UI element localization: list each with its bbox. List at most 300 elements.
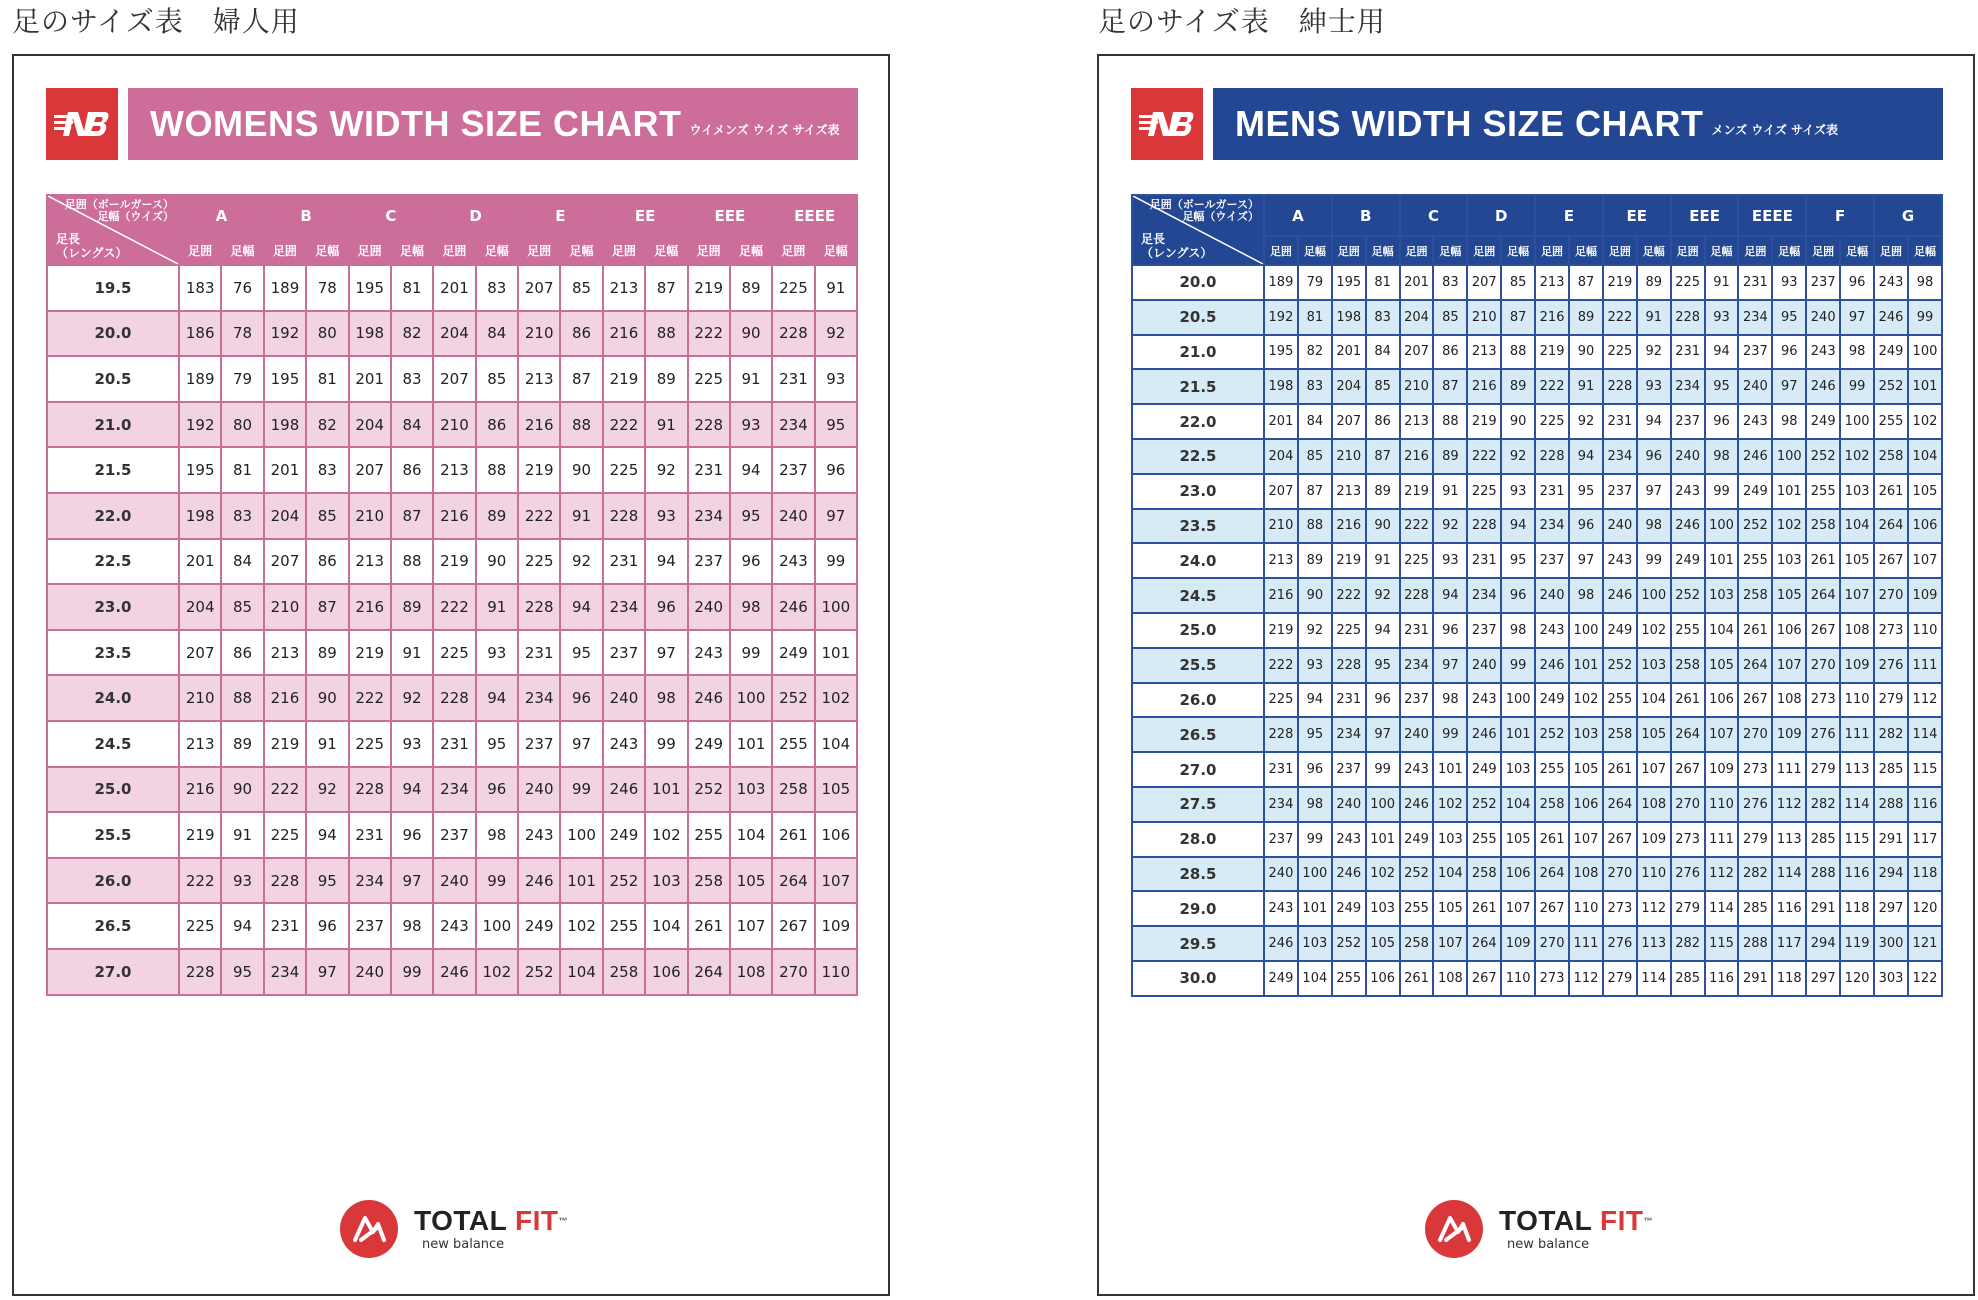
girth-cell: 234 bbox=[1738, 300, 1772, 335]
girth-cell: 261 bbox=[1738, 613, 1772, 648]
girth-cell: 270 bbox=[1603, 857, 1637, 892]
girth-cell: 243 bbox=[1467, 683, 1501, 718]
width-cell: 106 bbox=[1772, 613, 1806, 648]
width-subheader: 足幅 bbox=[560, 236, 602, 265]
width-cell: 87 bbox=[1569, 265, 1603, 300]
width-subheader: 足幅 bbox=[476, 236, 518, 265]
girth-cell: 198 bbox=[1332, 300, 1366, 335]
width-cell: 103 bbox=[1366, 891, 1400, 926]
width-cell: 92 bbox=[560, 539, 602, 585]
width-cell: 90 bbox=[306, 675, 348, 721]
width-cell: 96 bbox=[306, 903, 348, 949]
length-cell: 25.0 bbox=[1132, 613, 1264, 648]
width-cell: 91 bbox=[306, 721, 348, 767]
girth-cell: 285 bbox=[1671, 961, 1705, 996]
width-cell: 110 bbox=[1637, 857, 1671, 892]
width-cell: 100 bbox=[1298, 857, 1332, 892]
width-cell: 105 bbox=[730, 858, 772, 904]
width-subheader: 足幅 bbox=[306, 236, 348, 265]
girth-cell: 216 bbox=[518, 402, 560, 448]
girth-cell: 228 bbox=[1535, 439, 1569, 474]
girth-cell: 234 bbox=[1264, 787, 1298, 822]
total-fit-fit: FIT bbox=[1600, 1204, 1644, 1236]
width-cell: 92 bbox=[1366, 578, 1400, 613]
men-size-chart-panel bbox=[1097, 54, 1975, 1296]
width-cell: 96 bbox=[730, 539, 772, 585]
girth-cell: 210 bbox=[349, 493, 391, 539]
width-cell: 106 bbox=[1366, 961, 1400, 996]
girth-cell: 249 bbox=[1264, 961, 1298, 996]
girth-cell: 240 bbox=[772, 493, 814, 539]
girth-cell: 243 bbox=[1332, 822, 1366, 857]
girth-subheader: 足囲 bbox=[264, 236, 306, 265]
girth-cell: 246 bbox=[688, 675, 730, 721]
width-cell: 92 bbox=[1569, 404, 1603, 439]
width-cell: 93 bbox=[1433, 543, 1467, 578]
width-cell: 83 bbox=[306, 447, 348, 493]
width-cell: 91 bbox=[1705, 265, 1739, 300]
width-cell: 111 bbox=[1840, 717, 1874, 752]
width-header-ee: EE bbox=[1603, 195, 1671, 236]
girth-cell: 222 bbox=[179, 858, 221, 904]
width-cell: 101 bbox=[1772, 474, 1806, 509]
girth-cell: 276 bbox=[1874, 648, 1908, 683]
girth-cell: 204 bbox=[1264, 439, 1298, 474]
table-row bbox=[47, 858, 857, 904]
girth-cell: 249 bbox=[518, 903, 560, 949]
girth-cell: 255 bbox=[1874, 404, 1908, 439]
girth-cell: 240 bbox=[1332, 787, 1366, 822]
width-cell: 89 bbox=[1569, 300, 1603, 335]
width-cell: 88 bbox=[1433, 404, 1467, 439]
width-header-a: A bbox=[1264, 195, 1332, 236]
width-cell: 91 bbox=[560, 493, 602, 539]
girth-subheader: 足囲 bbox=[1400, 236, 1434, 265]
width-cell: 106 bbox=[1569, 787, 1603, 822]
width-cell: 81 bbox=[1298, 300, 1332, 335]
girth-cell: 258 bbox=[1806, 509, 1840, 544]
girth-cell: 258 bbox=[688, 858, 730, 904]
width-cell: 99 bbox=[1840, 369, 1874, 404]
girth-cell: 222 bbox=[264, 767, 306, 813]
width-cell: 96 bbox=[1366, 683, 1400, 718]
girth-subheader: 足囲 bbox=[1467, 236, 1501, 265]
width-cell: 94 bbox=[1366, 613, 1400, 648]
width-cell: 98 bbox=[1637, 509, 1671, 544]
width-cell: 110 bbox=[1569, 891, 1603, 926]
girth-cell: 201 bbox=[1332, 335, 1366, 370]
girth-cell: 213 bbox=[179, 721, 221, 767]
width-cell: 80 bbox=[221, 402, 263, 448]
width-cell: 99 bbox=[1908, 300, 1942, 335]
width-cell: 94 bbox=[1569, 439, 1603, 474]
girth-cell: 237 bbox=[1603, 474, 1637, 509]
width-cell: 99 bbox=[391, 949, 433, 995]
girth-cell: 273 bbox=[1603, 891, 1637, 926]
width-cell: 94 bbox=[1433, 578, 1467, 613]
width-cell: 91 bbox=[221, 812, 263, 858]
girth-cell: 300 bbox=[1874, 926, 1908, 961]
table-row bbox=[47, 630, 857, 676]
girth-cell: 228 bbox=[1603, 369, 1637, 404]
width-cell: 107 bbox=[1908, 543, 1942, 578]
girth-cell: 222 bbox=[518, 493, 560, 539]
width-cell: 99 bbox=[1433, 717, 1467, 752]
girth-cell: 207 bbox=[1400, 335, 1434, 370]
girth-cell: 228 bbox=[1467, 509, 1501, 544]
width-cell: 107 bbox=[1637, 752, 1671, 787]
trademark: ™ bbox=[1643, 1215, 1654, 1226]
girth-cell: 234 bbox=[603, 584, 645, 630]
girth-cell: 243 bbox=[1603, 543, 1637, 578]
width-header-c: C bbox=[349, 195, 434, 236]
width-cell: 83 bbox=[1298, 369, 1332, 404]
width-cell: 84 bbox=[1298, 404, 1332, 439]
width-subheader: 足幅 bbox=[1298, 236, 1332, 265]
girth-cell: 243 bbox=[1874, 265, 1908, 300]
girth-cell: 240 bbox=[518, 767, 560, 813]
length-cell: 21.0 bbox=[1132, 335, 1264, 370]
width-cell: 91 bbox=[1366, 543, 1400, 578]
width-cell: 95 bbox=[730, 493, 772, 539]
girth-cell: 297 bbox=[1874, 891, 1908, 926]
width-cell: 105 bbox=[1840, 543, 1874, 578]
girth-cell: 243 bbox=[772, 539, 814, 585]
width-subheader: 足幅 bbox=[1569, 236, 1603, 265]
girth-cell: 237 bbox=[1264, 822, 1298, 857]
girth-cell: 246 bbox=[1874, 300, 1908, 335]
width-cell: 84 bbox=[391, 402, 433, 448]
corner-length-sub-label: （レングス） bbox=[1141, 246, 1213, 260]
girth-cell: 237 bbox=[518, 721, 560, 767]
girth-cell: 234 bbox=[349, 858, 391, 904]
width-cell: 91 bbox=[815, 265, 857, 311]
girth-subheader: 足囲 bbox=[518, 236, 560, 265]
width-cell: 94 bbox=[560, 584, 602, 630]
table-row bbox=[47, 311, 857, 357]
new-balance-logo-icon bbox=[1131, 88, 1203, 160]
girth-cell: 234 bbox=[264, 949, 306, 995]
width-cell: 116 bbox=[1840, 857, 1874, 892]
girth-cell: 237 bbox=[1400, 683, 1434, 718]
girth-cell: 258 bbox=[1874, 439, 1908, 474]
width-cell: 99 bbox=[815, 539, 857, 585]
width-cell: 94 bbox=[1298, 683, 1332, 718]
width-cell: 93 bbox=[1637, 369, 1671, 404]
girth-cell: 231 bbox=[1467, 543, 1501, 578]
girth-cell: 195 bbox=[179, 447, 221, 493]
table-row bbox=[47, 721, 857, 767]
girth-cell: 204 bbox=[349, 402, 391, 448]
width-cell: 87 bbox=[645, 265, 687, 311]
total-fit-circle-icon bbox=[340, 1200, 398, 1258]
girth-cell: 219 bbox=[1467, 404, 1501, 439]
width-cell: 118 bbox=[1840, 891, 1874, 926]
table-row bbox=[1132, 613, 1942, 648]
girth-cell: 267 bbox=[772, 903, 814, 949]
width-cell: 99 bbox=[730, 630, 772, 676]
width-header-ee: EE bbox=[603, 195, 688, 236]
width-cell: 89 bbox=[1366, 474, 1400, 509]
girth-cell: 222 bbox=[349, 675, 391, 721]
table-row bbox=[1132, 474, 1942, 509]
girth-cell: 210 bbox=[1264, 509, 1298, 544]
girth-cell: 255 bbox=[1671, 613, 1705, 648]
women-sheet-label: 足のサイズ表 婦人用 bbox=[12, 5, 300, 38]
girth-cell: 237 bbox=[1671, 404, 1705, 439]
width-header-e: E bbox=[518, 195, 603, 236]
width-cell: 85 bbox=[306, 493, 348, 539]
width-cell: 95 bbox=[306, 858, 348, 904]
girth-cell: 231 bbox=[772, 356, 814, 402]
width-cell: 110 bbox=[1908, 613, 1942, 648]
girth-cell: 183 bbox=[179, 265, 221, 311]
girth-cell: 267 bbox=[1467, 961, 1501, 996]
girth-cell: 201 bbox=[1264, 404, 1298, 439]
width-cell: 90 bbox=[1298, 578, 1332, 613]
girth-cell: 249 bbox=[1874, 335, 1908, 370]
width-cell: 104 bbox=[560, 949, 602, 995]
length-cell: 22.0 bbox=[1132, 404, 1264, 439]
table-row bbox=[1132, 961, 1942, 996]
girth-cell: 210 bbox=[264, 584, 306, 630]
length-cell: 25.0 bbox=[47, 767, 179, 813]
girth-cell: 222 bbox=[1264, 648, 1298, 683]
table-row bbox=[1132, 369, 1942, 404]
length-cell: 21.5 bbox=[47, 447, 179, 493]
width-cell: 102 bbox=[1366, 857, 1400, 892]
width-cell: 106 bbox=[1705, 683, 1739, 718]
table-row bbox=[47, 447, 857, 493]
width-cell: 111 bbox=[1569, 926, 1603, 961]
girth-cell: 210 bbox=[1400, 369, 1434, 404]
length-cell: 19.5 bbox=[47, 265, 179, 311]
table-row bbox=[1132, 543, 1942, 578]
girth-cell: 252 bbox=[688, 767, 730, 813]
girth-cell: 231 bbox=[1535, 474, 1569, 509]
girth-cell: 252 bbox=[1535, 717, 1569, 752]
width-cell: 85 bbox=[560, 265, 602, 311]
width-cell: 86 bbox=[1433, 335, 1467, 370]
width-cell: 120 bbox=[1840, 961, 1874, 996]
width-cell: 95 bbox=[1705, 369, 1739, 404]
girth-cell: 189 bbox=[1264, 265, 1298, 300]
width-cell: 100 bbox=[730, 675, 772, 721]
width-cell: 94 bbox=[306, 812, 348, 858]
girth-cell: 240 bbox=[349, 949, 391, 995]
width-subheader: 足幅 bbox=[1366, 236, 1400, 265]
width-cell: 112 bbox=[1637, 891, 1671, 926]
width-cell: 100 bbox=[1637, 578, 1671, 613]
girth-cell: 222 bbox=[433, 584, 475, 630]
width-cell: 101 bbox=[1501, 717, 1535, 752]
width-cell: 90 bbox=[476, 539, 518, 585]
table-row bbox=[47, 265, 857, 311]
girth-cell: 249 bbox=[603, 812, 645, 858]
girth-cell: 252 bbox=[518, 949, 560, 995]
width-cell: 98 bbox=[1908, 265, 1942, 300]
width-cell: 98 bbox=[1705, 439, 1739, 474]
width-cell: 114 bbox=[1637, 961, 1671, 996]
length-cell: 26.5 bbox=[47, 903, 179, 949]
length-cell: 28.5 bbox=[1132, 857, 1264, 892]
width-cell: 115 bbox=[1840, 822, 1874, 857]
width-cell: 107 bbox=[1501, 891, 1535, 926]
girth-cell: 279 bbox=[1806, 752, 1840, 787]
width-cell: 108 bbox=[1840, 613, 1874, 648]
width-header-eee: EEE bbox=[1671, 195, 1739, 236]
width-cell: 84 bbox=[221, 539, 263, 585]
table-row bbox=[47, 356, 857, 402]
girth-subheader: 足囲 bbox=[179, 236, 221, 265]
width-cell: 102 bbox=[1433, 787, 1467, 822]
girth-cell: 204 bbox=[179, 584, 221, 630]
width-cell: 89 bbox=[730, 265, 772, 311]
width-cell: 109 bbox=[1908, 578, 1942, 613]
girth-cell: 213 bbox=[1264, 543, 1298, 578]
men-sheet-label: 足のサイズ表 紳士用 bbox=[1098, 5, 1386, 38]
girth-cell: 222 bbox=[1400, 509, 1434, 544]
girth-cell: 237 bbox=[688, 539, 730, 585]
girth-cell: 216 bbox=[1535, 300, 1569, 335]
width-cell: 104 bbox=[1705, 613, 1739, 648]
width-cell: 100 bbox=[1772, 439, 1806, 474]
girth-cell: 291 bbox=[1874, 822, 1908, 857]
width-cell: 110 bbox=[815, 949, 857, 995]
width-cell: 102 bbox=[1637, 613, 1671, 648]
new-balance-logo-icon bbox=[46, 88, 118, 160]
width-cell: 92 bbox=[1298, 613, 1332, 648]
girth-cell: 189 bbox=[264, 265, 306, 311]
width-cell: 87 bbox=[1501, 300, 1535, 335]
girth-cell: 231 bbox=[349, 812, 391, 858]
width-cell: 93 bbox=[1501, 474, 1535, 509]
width-cell: 98 bbox=[1840, 335, 1874, 370]
length-cell: 24.0 bbox=[1132, 543, 1264, 578]
width-cell: 87 bbox=[1366, 439, 1400, 474]
width-cell: 94 bbox=[221, 903, 263, 949]
width-cell: 112 bbox=[1569, 961, 1603, 996]
girth-cell: 240 bbox=[603, 675, 645, 721]
width-cell: 112 bbox=[1772, 787, 1806, 822]
men-chart-title: MENS WIDTH SIZE CHART bbox=[1235, 103, 1704, 144]
width-cell: 107 bbox=[1840, 578, 1874, 613]
width-cell: 105 bbox=[1501, 822, 1535, 857]
width-cell: 90 bbox=[560, 447, 602, 493]
table-row bbox=[1132, 578, 1942, 613]
width-cell: 103 bbox=[1637, 648, 1671, 683]
width-cell: 107 bbox=[1433, 926, 1467, 961]
length-cell: 22.0 bbox=[47, 493, 179, 539]
girth-cell: 225 bbox=[688, 356, 730, 402]
girth-cell: 213 bbox=[1467, 335, 1501, 370]
table-row bbox=[47, 903, 857, 949]
girth-cell: 240 bbox=[1603, 509, 1637, 544]
length-cell: 26.0 bbox=[1132, 683, 1264, 718]
width-header-eeee: EEEE bbox=[1738, 195, 1806, 236]
girth-cell: 264 bbox=[1738, 648, 1772, 683]
width-cell: 90 bbox=[221, 767, 263, 813]
width-cell: 101 bbox=[645, 767, 687, 813]
table-row bbox=[1132, 787, 1942, 822]
girth-cell: 231 bbox=[1332, 683, 1366, 718]
girth-cell: 261 bbox=[1806, 543, 1840, 578]
girth-cell: 207 bbox=[433, 356, 475, 402]
girth-cell: 255 bbox=[1332, 961, 1366, 996]
girth-cell: 258 bbox=[1535, 787, 1569, 822]
girth-cell: 210 bbox=[518, 311, 560, 357]
width-cell: 89 bbox=[1501, 369, 1535, 404]
width-cell: 85 bbox=[221, 584, 263, 630]
length-cell: 25.5 bbox=[1132, 648, 1264, 683]
girth-cell: 255 bbox=[1400, 891, 1434, 926]
women-chart-subtitle: ウイメンズ ウイズ サイズ表 bbox=[689, 122, 840, 137]
girth-cell: 225 bbox=[349, 721, 391, 767]
width-cell: 111 bbox=[1705, 822, 1739, 857]
width-cell: 121 bbox=[1908, 926, 1942, 961]
width-subheader: 足幅 bbox=[1501, 236, 1535, 265]
width-cell: 101 bbox=[560, 858, 602, 904]
width-cell: 101 bbox=[1366, 822, 1400, 857]
width-cell: 97 bbox=[306, 949, 348, 995]
width-cell: 104 bbox=[815, 721, 857, 767]
girth-cell: 246 bbox=[1738, 439, 1772, 474]
girth-cell: 201 bbox=[1400, 265, 1434, 300]
width-cell: 96 bbox=[1501, 578, 1535, 613]
width-cell: 110 bbox=[1840, 683, 1874, 718]
girth-cell: 243 bbox=[433, 903, 475, 949]
width-cell: 105 bbox=[1908, 474, 1942, 509]
girth-cell: 204 bbox=[433, 311, 475, 357]
girth-cell: 270 bbox=[1806, 648, 1840, 683]
length-cell: 20.5 bbox=[47, 356, 179, 402]
girth-cell: 264 bbox=[1467, 926, 1501, 961]
width-cell: 89 bbox=[1637, 265, 1671, 300]
width-header-g: G bbox=[1874, 195, 1942, 236]
girth-cell: 231 bbox=[1264, 752, 1298, 787]
width-cell: 84 bbox=[1366, 335, 1400, 370]
width-cell: 104 bbox=[1501, 787, 1535, 822]
width-cell: 102 bbox=[1840, 439, 1874, 474]
girth-cell: 198 bbox=[179, 493, 221, 539]
girth-cell: 291 bbox=[1806, 891, 1840, 926]
length-cell: 22.5 bbox=[1132, 439, 1264, 474]
width-cell: 85 bbox=[1366, 369, 1400, 404]
girth-cell: 201 bbox=[433, 265, 475, 311]
header-row-widths bbox=[1132, 195, 1942, 236]
width-cell: 100 bbox=[1569, 613, 1603, 648]
header-row-widths bbox=[47, 195, 857, 236]
width-cell: 97 bbox=[1569, 543, 1603, 578]
width-cell: 101 bbox=[1298, 891, 1332, 926]
girth-cell: 222 bbox=[603, 402, 645, 448]
girth-cell: 216 bbox=[1467, 369, 1501, 404]
girth-cell: 246 bbox=[1400, 787, 1434, 822]
width-cell: 97 bbox=[1772, 369, 1806, 404]
girth-subheader: 足囲 bbox=[1264, 236, 1298, 265]
width-cell: 107 bbox=[815, 858, 857, 904]
width-cell: 93 bbox=[1705, 300, 1739, 335]
girth-cell: 195 bbox=[349, 265, 391, 311]
table-row bbox=[1132, 265, 1942, 300]
width-cell: 105 bbox=[1705, 648, 1739, 683]
width-cell: 109 bbox=[1772, 717, 1806, 752]
women-size-chart-panel bbox=[12, 54, 890, 1296]
width-cell: 91 bbox=[476, 584, 518, 630]
width-cell: 93 bbox=[1298, 648, 1332, 683]
width-cell: 87 bbox=[560, 356, 602, 402]
girth-subheader: 足囲 bbox=[1535, 236, 1569, 265]
